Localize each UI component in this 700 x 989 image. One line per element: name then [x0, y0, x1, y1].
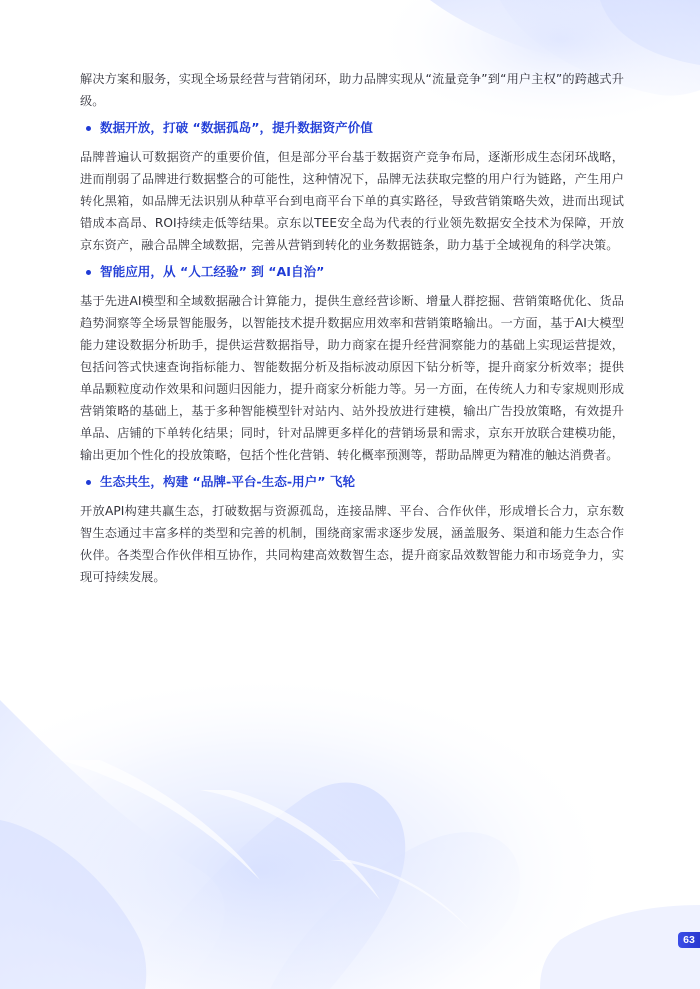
section-paragraph-smart-app: 基于先进AI模型和全域数据融合计算能力，提供生意经营诊断、增量人群挖掘、营销策略优化、货品趋势洞察等全场景智能服务，以智能技术提升数据应用效率和营销策略输出。一方面，基于AI大模型能力建设数据分析助手，提供运营数据指导，助力商家在提升经营洞察能力的基础上实现运营提效，包括问答式快速查询指标能力、智能数据分析及指标波动原因下钻分析等，提升商家分析效率；提供单品颗粒度动作效果和问题归因能力，提升商家分析能力等。另一方面，在传统人力和专家规则形成营销策略的基础上，基于多种智能模型针对站内、站外投放进行建模，输出广告投放策略，有效提升单品、店铺的下单转化结果；同时，针对品牌更多样化的营销场景和需求，京东开放联合建模功能，输出更加个性化的投放策略，包括个性化营销、转化概率预测等，帮助品牌更为精准的触达消费者。: [80, 294, 624, 462]
section-heading-smart-app: [80, 259, 624, 285]
section-paragraph-data-open: 品牌普遍认可数据资产的重要价值，但是部分平台基于数据资产竞争布局，逐渐形成生态闭环战略，进而削弱了品牌进行数据整合的可能性，这种情况下，品牌无法获取完整的用户行为链路，产生用户转化黑箱，如品牌无法识别从种草平台到电商平台下单的真实路径，导致营销策略失效，进而出现试错成本高昂、ROI持续走低等结果。京东以TEE安全岛为代表的行业领先数据安全技术为保障，开放京东资产，融合品牌全域数据，完善从营销到转化的业务数据链条，助力基于全域视角的科学决策。: [80, 150, 624, 252]
bullet-icon: [86, 270, 91, 275]
section-heading-text: 智能应用，从 “人工经验” 到 “AI自治”: [100, 264, 325, 279]
section-heading-text: 数据开放，打破 “数据孤岛”，提升数据资产价值: [100, 120, 373, 135]
article-body: [80, 68, 624, 588]
bullet-icon: [86, 480, 91, 485]
bullet-icon: [86, 126, 91, 131]
section-heading-text: 生态共生，构建 “品牌-平台-生态-用户” 飞轮: [100, 474, 356, 489]
section-heading-ecosystem: [80, 469, 624, 495]
intro-paragraph: 解决方案和服务，实现全场景经营与营销闭环，助力品牌实现从“流量竞争”到“用户主权”的跨越式升级。: [80, 72, 624, 108]
section-heading-data-open: [80, 115, 624, 141]
section-paragraph-ecosystem: 开放API构建共赢生态，打破数据与资源孤岛，连接品牌、平台、合作伙伴，形成增长合力，京东数智生态通过丰富多样的类型和完善的机制，围绕商家需求逐步发展，涵盖服务、渠道和能力生态合作伙伴。各类型合作伙伴相互协作，共同构建高效数智生态，提升商家品效数智能力和市场竞争力，实现可持续发展。: [80, 504, 624, 584]
page-number-badge: 63: [678, 932, 700, 948]
